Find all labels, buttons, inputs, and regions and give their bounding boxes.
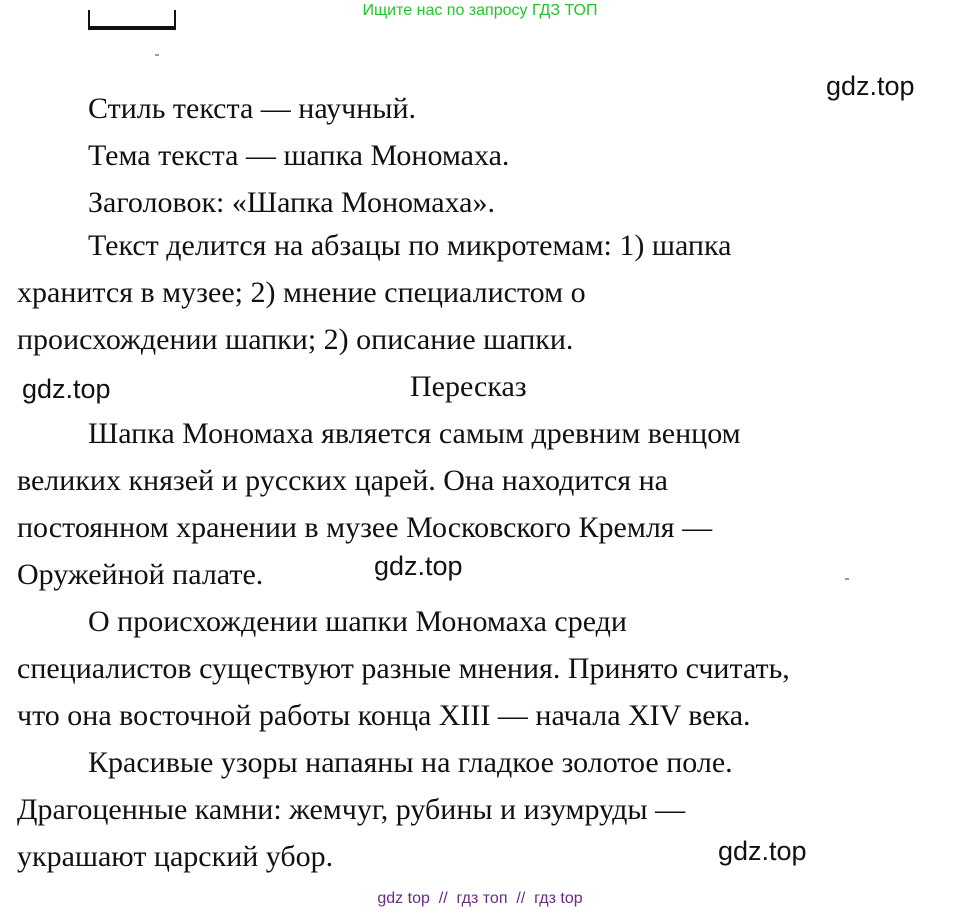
paragraphs-line: Текст делится на абзацы по микротемам: 1) шапка: [88, 229, 732, 262]
retelling-p2-line: специалистов существуют разные мнения. Принято считать,: [17, 652, 790, 685]
retelling-p3-line: Красивые узоры напаяны на гладкое золотое поле.: [88, 746, 733, 779]
paragraphs-line: происхождении шапки; 2) описание шапки.: [17, 323, 574, 356]
footer-links[interactable]: gdz top // гдз топ // гдз top: [377, 890, 583, 907]
retelling-p1-line: великих князей и русских царей. Она находится на: [17, 464, 668, 497]
retelling-title: Пересказ: [410, 370, 527, 403]
paragraphs-line: хранится в музее; 2) мнение специалистом о: [17, 276, 586, 309]
ink-speck: [845, 578, 849, 580]
watermark: gdz.top: [374, 551, 463, 581]
retelling-p1-line: Шапка Мономаха является самым древним венцом: [88, 417, 741, 450]
ink-speck: [155, 54, 159, 56]
text-heading-line: Заголовок: «Шапка Мономаха».: [88, 186, 495, 219]
text-style-line: Стиль текста — научный.: [88, 92, 416, 125]
watermark: gdz.top: [22, 374, 111, 404]
text-theme-line: Тема текста — шапка Мономаха.: [88, 139, 510, 172]
watermark: gdz.top: [718, 836, 807, 866]
search-banner[interactable]: Ищите нас по запросу ГДЗ ТОП: [362, 2, 598, 19]
top-rule-decoration: [88, 26, 176, 30]
retelling-p2-line: О происхождении шапки Мономаха среди: [88, 605, 627, 638]
retelling-p3-line: Драгоценные камни: жемчуг, рубины и изумруды —: [17, 793, 686, 826]
retelling-p1-line: постоянном хранении в музее Московского Кремля —: [17, 511, 713, 544]
retelling-p1-line: Оружейной палате.: [17, 558, 264, 591]
retelling-p3-line: украшают царский убор.: [17, 840, 334, 873]
retelling-p2-line: что она восточной работы конца XIII — начала XIV века.: [17, 699, 751, 732]
watermark: gdz.top: [826, 71, 915, 101]
